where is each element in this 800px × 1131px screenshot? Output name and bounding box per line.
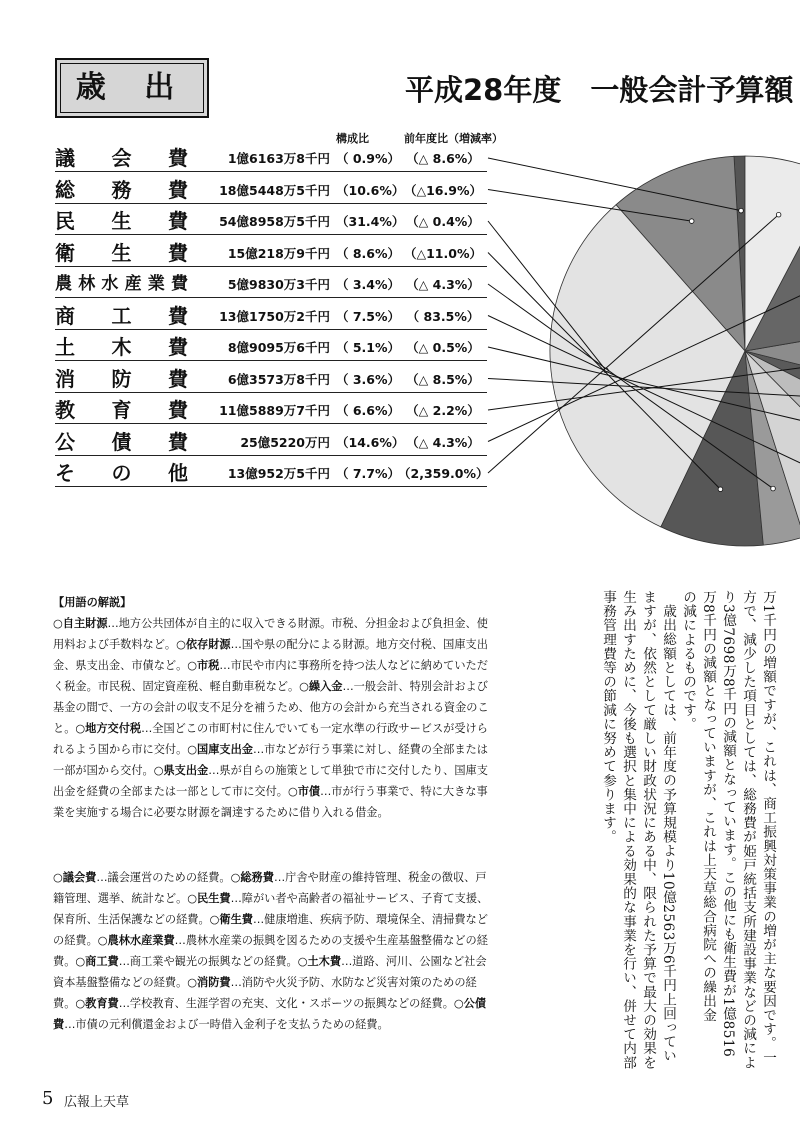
glossary-text: …健康増進、疾病予防、環境保全、清掃費などの経費。○ xyxy=(53,913,488,947)
page-number: 5 xyxy=(42,1088,54,1109)
leader-dot xyxy=(739,208,744,213)
row-name-char: 木 xyxy=(111,335,132,359)
glossary-term: 議会費 xyxy=(62,871,97,884)
row-ratio: （10.6%） xyxy=(336,182,405,198)
glossary-term: 地方交付税 xyxy=(85,722,142,735)
row-ratio: （ 3.6%） xyxy=(336,371,401,387)
glossary-revenue-terms xyxy=(53,613,493,823)
row-change: （△ 2.2%） xyxy=(406,403,480,418)
glossary-text: …地方公共団体が自主的に収入できる財源。市税、分担金および負担金、使用料および手数料など。○ xyxy=(53,617,488,651)
row-ratio: （ 8.6%） xyxy=(336,245,401,261)
body-text xyxy=(533,590,778,1070)
row-change: （△ 8.6%） xyxy=(406,151,480,166)
row-change: （△11.0%） xyxy=(404,245,482,261)
row-change: （ 83.5%） xyxy=(406,308,480,324)
row-ratio: （14.6%） xyxy=(336,434,405,450)
glossary-term: 商工費 xyxy=(85,955,119,968)
column-header-ratio: 構成比 xyxy=(336,132,369,145)
row-ratio: （ 7.7%） xyxy=(336,466,401,481)
row-name-char: 会 xyxy=(111,146,132,170)
page-title: 平成28年度 一般会計予算額 xyxy=(405,73,794,107)
row-name-char: 費 xyxy=(168,303,188,328)
glossary-term: 自主財源 xyxy=(62,617,108,630)
glossary-term: 依存財源 xyxy=(185,638,231,651)
row-name-char: 総 xyxy=(55,177,75,202)
glossary-term: 教育費 xyxy=(85,997,119,1010)
glossary-heading: 【用語の解説】 xyxy=(53,596,132,609)
row-name-char: 費 xyxy=(168,240,188,265)
leader-dot xyxy=(776,212,781,217)
row-name-char: 林 xyxy=(78,274,96,294)
glossary-text: …市などが行う事業に対し、経費の全部または一部が国から交付。○ xyxy=(53,743,488,777)
leader-dot xyxy=(771,486,776,491)
row-name-char: 他 xyxy=(168,461,188,485)
row-name-char: 工 xyxy=(111,303,132,328)
glossary-term: 農林水産業費 xyxy=(107,934,175,947)
row-change: （△16.9%） xyxy=(404,182,482,198)
glossary-expense-terms xyxy=(53,867,493,1035)
row-name-char: 業 xyxy=(147,274,165,294)
glossary-term: 消防費 xyxy=(197,976,231,989)
row-name-char: 土 xyxy=(55,335,75,359)
glossary-text: …県が自らの施策として単独で市に交付したり、国庫支出金を経費の全部または一部として市に交付。○ xyxy=(53,764,488,798)
leader-dot xyxy=(689,219,694,224)
row-name-char: の xyxy=(111,461,132,485)
glossary-term: 総務費 xyxy=(240,871,274,884)
row-name-char: そ xyxy=(55,461,75,485)
row-amount: 18億5448万5千円 xyxy=(219,182,330,198)
glossary-text: …道路、河川、公園など社会資本基盤整備などの経費。○ xyxy=(53,955,487,989)
row-amount: 25億5220万円 xyxy=(240,434,330,450)
row-ratio: （ 0.9%） xyxy=(336,151,401,166)
glossary-text: …学校教育、生涯学習の充実、文化・スポーツの振興などの経費。○ xyxy=(118,997,464,1010)
row-ratio: （ 7.5%） xyxy=(336,308,401,324)
glossary-term: 繰入金 xyxy=(308,680,343,693)
row-name-char: 水 xyxy=(101,274,119,294)
row-name-char: 費 xyxy=(168,398,188,422)
glossary-text: …市民や市内に事務所を持つ法人などに納めていただく税金。市民税、固定資産税、軽自動車税など。○ xyxy=(53,659,488,693)
row-name-char: 債 xyxy=(111,429,132,454)
row-change: （△ 8.5%） xyxy=(406,371,480,387)
row-name-char: 商 xyxy=(55,303,75,328)
row-name-char: 費 xyxy=(170,274,188,294)
row-name-char: 費 xyxy=(168,335,188,359)
row-name-char: 農 xyxy=(55,274,72,294)
row-name-char: 公 xyxy=(55,429,75,454)
row-ratio: （ 3.4%） xyxy=(336,277,401,292)
glossary-term: 国庫支出金 xyxy=(197,743,253,756)
glossary-term: 衛生費 xyxy=(219,913,253,926)
column-header-change: 前年度比（増減率） xyxy=(404,132,503,145)
glossary-term: 土木費 xyxy=(307,955,342,968)
glossary-term: 市債 xyxy=(297,785,321,798)
row-amount: 13億1750万2千円 xyxy=(219,308,330,324)
row-amount: 13億952万5千円 xyxy=(227,466,330,481)
glossary-text: …障がい者や高齢者の福祉サービス、子育て支援、保育所、生活保護などの経費。○ xyxy=(53,892,489,926)
row-change: （2,359.0%） xyxy=(398,466,489,481)
row-name-char: 費 xyxy=(168,366,188,391)
glossary-text: …市債の元利償還金および一時借入金利子を支払うための経費。 xyxy=(64,1018,389,1031)
glossary-text: …議会運営のための経費。○ xyxy=(96,871,241,884)
body-paragraph-1: 万1千円の増額ですが、これは、商工振興対策事業の増が主な要因です。一方で、減少した項目としては、総務費が姫戸統括支所建設事業などの減により3億7698万8千円の減額となっています。この他にも衛生費が1億8516万8千円の減額となっていますが、これは上天草総合病院への繰出金 xyxy=(700,590,776,1070)
row-amount: 11億5889万7千円 xyxy=(219,403,330,418)
glossary-text: …全国どこの市町村に住んでいても一定水準の行政サービスが受けられるよう国から市に交付。○ xyxy=(53,722,488,756)
row-change: （△ 0.5%） xyxy=(406,340,480,355)
publication-name: 広報上天草 xyxy=(64,1095,130,1110)
glossary-text: …農林水産業の振興を図るための支援や生産基盤整備などの経費。○ xyxy=(53,934,488,968)
row-name-char: 民 xyxy=(55,209,75,233)
row-amount: 6億3573万8千円 xyxy=(227,371,330,387)
row-name-char: 消 xyxy=(55,366,75,391)
glossary-text: …一般会計、特別会計および基金の間で、一方の会計の収支不足分を補うため、他方の会計から充当される資金のこと。○ xyxy=(53,680,489,735)
row-name-char: 生 xyxy=(111,209,132,233)
row-amount: 54億8958万5千円 xyxy=(219,214,330,229)
glossary xyxy=(53,592,493,1035)
section-label: 歳 出 xyxy=(75,70,189,105)
glossary-text: …市が行う事業で、特に大きな事業を実施する場合に必要な財源を調達するために借り入れる借金。 xyxy=(53,785,488,819)
row-name-char: 衛 xyxy=(55,240,75,265)
row-name-char: 費 xyxy=(168,209,188,233)
glossary-text: ○ xyxy=(53,871,63,884)
row-name-char: 議 xyxy=(55,146,75,170)
glossary-term: 公債費 xyxy=(53,997,487,1031)
row-change: （△ 0.4%） xyxy=(406,214,480,229)
row-name-char: 教 xyxy=(55,398,75,422)
row-amount: 5億9830万3千円 xyxy=(227,277,330,292)
row-amount: 1億6163万8千円 xyxy=(227,151,330,166)
row-ratio: （ 5.1%） xyxy=(336,340,401,355)
row-change: （△ 4.3%） xyxy=(406,434,480,450)
glossary-text: …商工業や観光の振興などの経費。○ xyxy=(118,955,308,968)
row-ratio: （ 6.6%） xyxy=(336,403,401,418)
glossary-text: …庁舎や財産の維持管理、税金の徴収、戸籍管理、選挙、統計など。○ xyxy=(53,871,487,905)
glossary-term: 民生費 xyxy=(197,892,231,905)
row-name-char: 費 xyxy=(168,146,188,170)
leader-dot xyxy=(718,487,723,492)
row-amount: 15億218万9千円 xyxy=(227,245,330,261)
row-ratio: （31.4%） xyxy=(336,214,405,229)
glossary-text: ○ xyxy=(53,617,63,630)
glossary-term: 県支出金 xyxy=(163,764,209,777)
glossary-text: …消防や火災予防、水防など災害対策のための経費。○ xyxy=(53,976,477,1010)
row-change: （△ 4.3%） xyxy=(406,277,480,292)
row-name-char: 生 xyxy=(111,240,132,265)
row-name-char: 防 xyxy=(111,366,132,391)
row-amount: 8億9095万6千円 xyxy=(227,340,330,355)
body-paragraph-3: 歳出総額としては、前年度の予算規模より10億2563万6千円上回っていますが、依然として厳しい財政状況にある中、限られた予算で最大の効果を生み出すために、今後も選択と集中による効果的な事業を行い、併せて内部事務管理費等の節減に努めて参ります。 xyxy=(600,590,676,1070)
body-paragraph-2: の減によるものです。 xyxy=(680,590,696,731)
row-name-char: 費 xyxy=(168,429,188,454)
row-name-char: 産 xyxy=(124,274,142,294)
row-name-char: 務 xyxy=(111,177,132,202)
glossary-term: 市税 xyxy=(197,659,220,672)
glossary-text: …国や県の配分による財源。地方交付税、国庫支出金、県支出金、市債など。○ xyxy=(53,638,488,672)
row-name-char: 費 xyxy=(168,177,188,202)
row-name-char: 育 xyxy=(111,398,132,422)
budget-pie-chart xyxy=(0,0,800,560)
